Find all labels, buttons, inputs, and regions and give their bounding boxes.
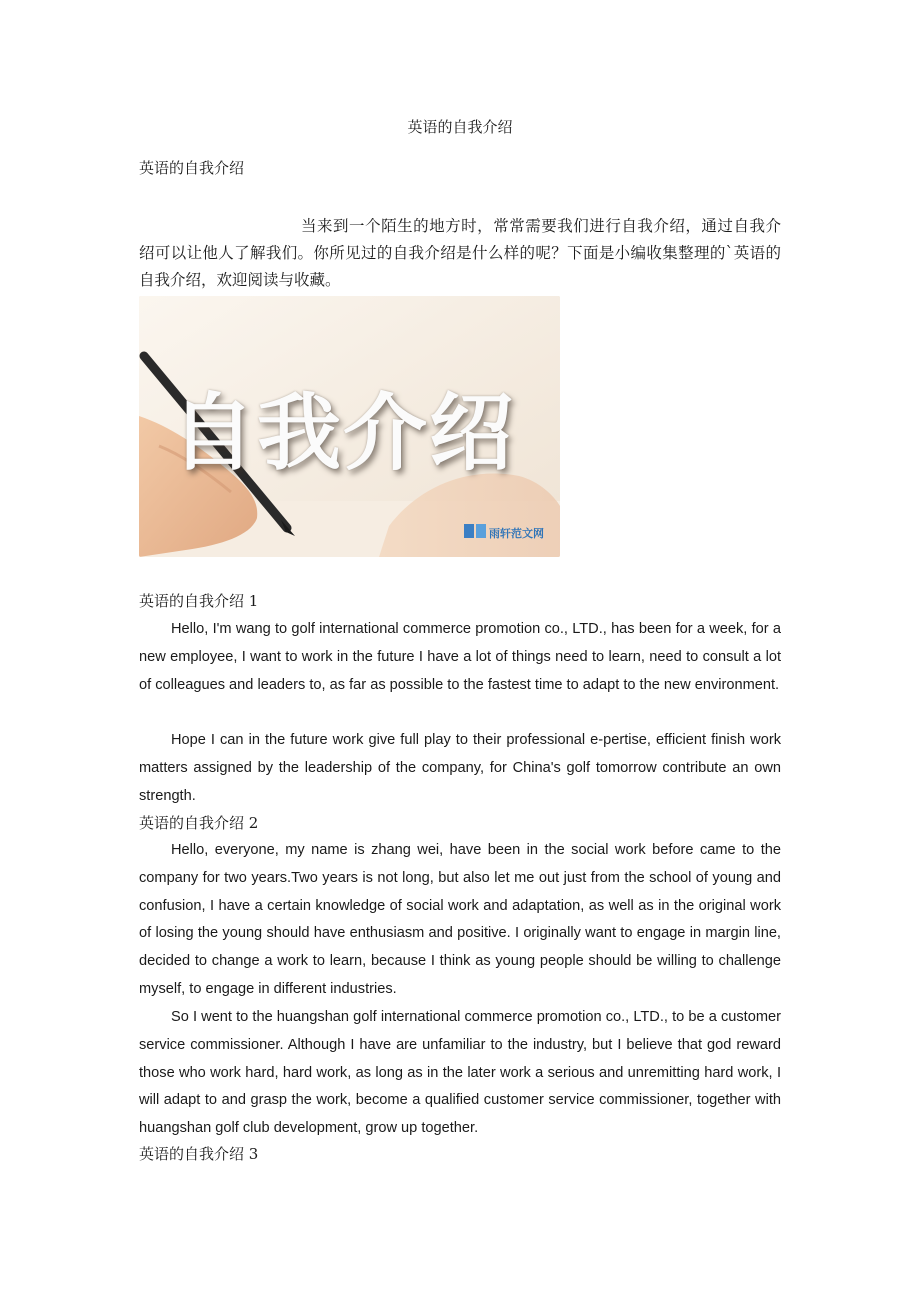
section-paragraph: Hope I can in the future work give full play to their professional e-pertise, efficient finish work matters assigned by the leadership of the company, for China's golf tomorrow contribute an own strength. <box>139 732 781 804</box>
section-heading: 英语的自我介绍 1 <box>139 592 259 610</box>
book-icon <box>464 524 474 538</box>
section-heading: 英语的自我介绍 2 <box>139 814 259 832</box>
section-paragraph: Hello, everyone, my name is zhang wei, have been in the social work before came to the company for two years.Two years is not long, but also let me out just from the school of young and confusion, I have a certain knowledge of social work and adaptation, as well as in the original work of losing the young should have enthusiasm and positive. I originally want to engage in margin line, decided to change a work to learn, because I think as young people should be willing to challenge myself, to engage in different industries. <box>139 842 781 997</box>
intro-paragraph: 当来到一个陌生的地方时，常常需要我们进行自我介绍，通过自我介绍可以让他人了解我们。你所见过的自我介绍是什么样的呢？下面是小编收集整理的`英语的自我介绍，欢迎阅读与收藏。 <box>139 217 781 289</box>
hero-overlay-text: 自我介绍 <box>171 384 516 482</box>
hero-watermark: 雨轩范文网 <box>489 527 544 540</box>
document-title: 英语的自我介绍 <box>407 118 513 136</box>
section-paragraph: Hello, I'm wang to golf international commerce promotion co., LTD., has been for a week, for a new employee, I want to work in the future I have a lot of things need to learn, need to consult a lot of colleagues and leaders to, as far as possible to the fastest time to adapt to the new environment. <box>139 621 781 693</box>
document-subtitle: 英语的自我介绍 <box>139 159 245 177</box>
section-heading: 英语的自我介绍 3 <box>139 1145 259 1163</box>
section-paragraph: So I went to the huangshan golf international commerce promotion co., LTD., to be a customer service commissioner. Although I have are unfamiliar to the industry, but I believe that god reward those who work hard, hard work, as long as in the later work a serious and unremitting hard work, I will adapt to and grasp the work, become a qualified customer service commissioner, together with huangshan golf club development, grow up together. <box>139 1009 781 1137</box>
writing-hand-image <box>139 296 560 557</box>
